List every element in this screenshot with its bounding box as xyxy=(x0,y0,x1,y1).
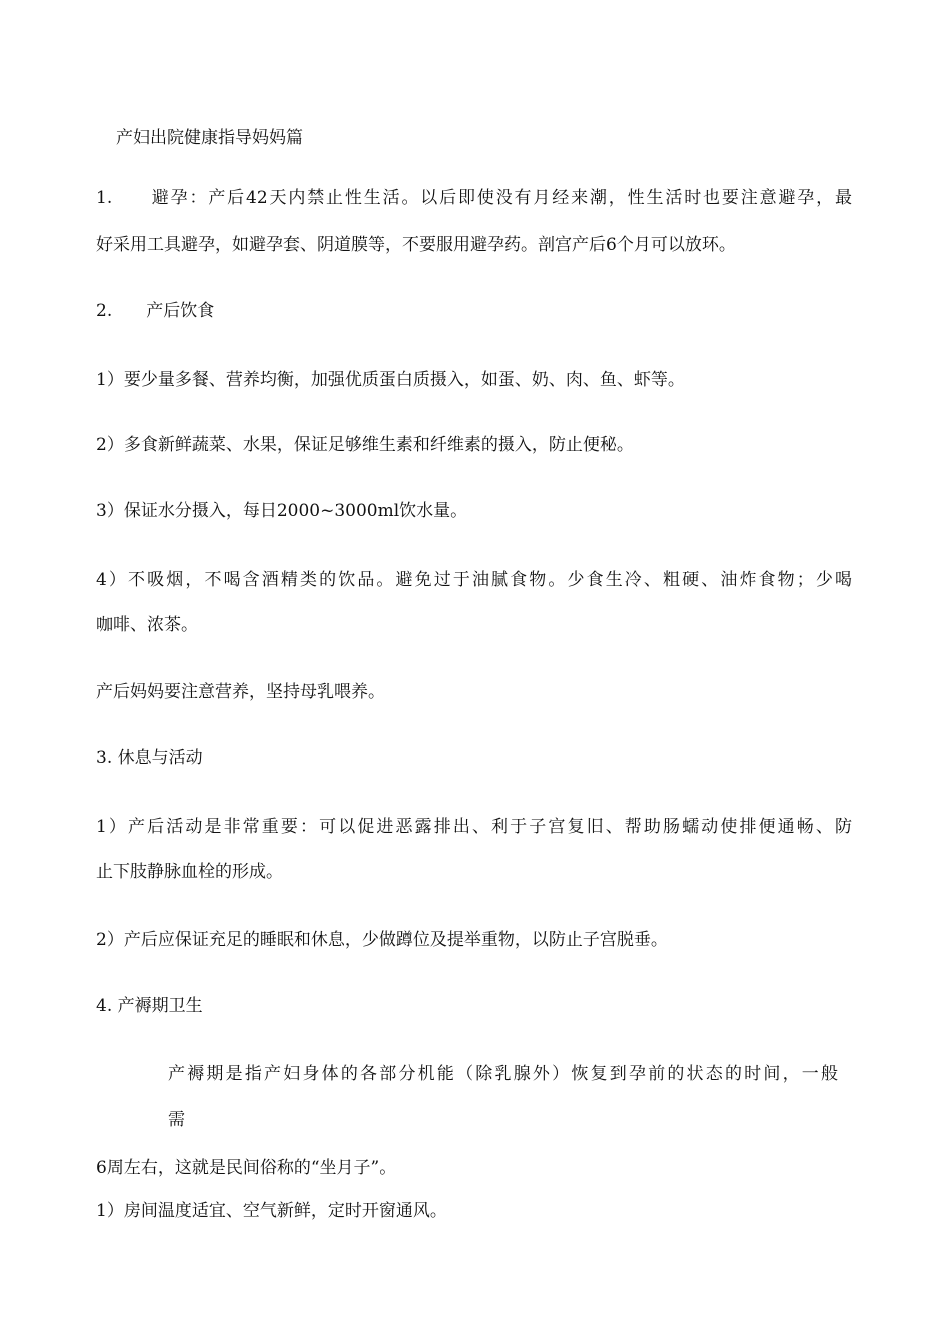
paragraph-line: 产后妈妈要注意营养，坚持母乳喂养。 xyxy=(96,682,385,702)
paragraph-line: 好采用工具避孕，如避孕套、阴道膜等，不要服用避孕药。剖宫产后6个月可以放环。 xyxy=(96,235,736,255)
list-item: 1）要少量多餐、营养均衡，加强优质蛋白质摄入，如蛋、奶、肉、鱼、虾等。 xyxy=(96,370,685,390)
paragraph-line: 6周左右，这就是民间俗称的“坐月子”。 xyxy=(96,1158,397,1178)
list-item: 2）多食新鲜蔬菜、水果，保证足够维生素和纤维素的摄入，防止便秘。 xyxy=(96,435,634,455)
indented-paragraph-line: 需 xyxy=(168,1110,185,1130)
section-heading: 3. 休息与活动 xyxy=(96,748,203,768)
list-item-continuation: 止下肢静脉血栓的形成。 xyxy=(96,862,283,882)
list-item: 1）房间温度适宜、空气新鲜，定时开窗通风。 xyxy=(96,1201,447,1221)
indented-paragraph-line: 产褥期是指产妇身体的各部分机能（除乳腺外）恢复到孕前的状态的时间，一般 xyxy=(168,1064,838,1084)
section-heading: 2. 产后饮食 xyxy=(96,301,215,321)
list-item-continuation: 咖啡、浓茶。 xyxy=(96,615,198,635)
document-title: 产妇出院健康指导妈妈篇 xyxy=(116,128,303,148)
paragraph-line: 1. 避孕：产后42天内禁止性生活。以后即使没有月经来潮，性生活时也要注意避孕，最 xyxy=(96,188,852,208)
list-item: 2）产后应保证充足的睡眠和休息，少做蹲位及提举重物，以防止子宫脱垂。 xyxy=(96,930,668,950)
list-item: 4）不吸烟，不喝含酒精类的饮品。避免过于油腻食物。少食生冷、粗硬、油炸食物；少喝 xyxy=(96,570,852,590)
list-item: 3）保证水分摄入，每日2000~3000ml饮水量。 xyxy=(96,501,468,521)
section-heading: 4. 产褥期卫生 xyxy=(96,996,203,1016)
list-item: 1）产后活动是非常重要：可以促进恶露排出、利于子宫复旧、帮助肠蠕动使排便通畅、防 xyxy=(96,817,852,837)
